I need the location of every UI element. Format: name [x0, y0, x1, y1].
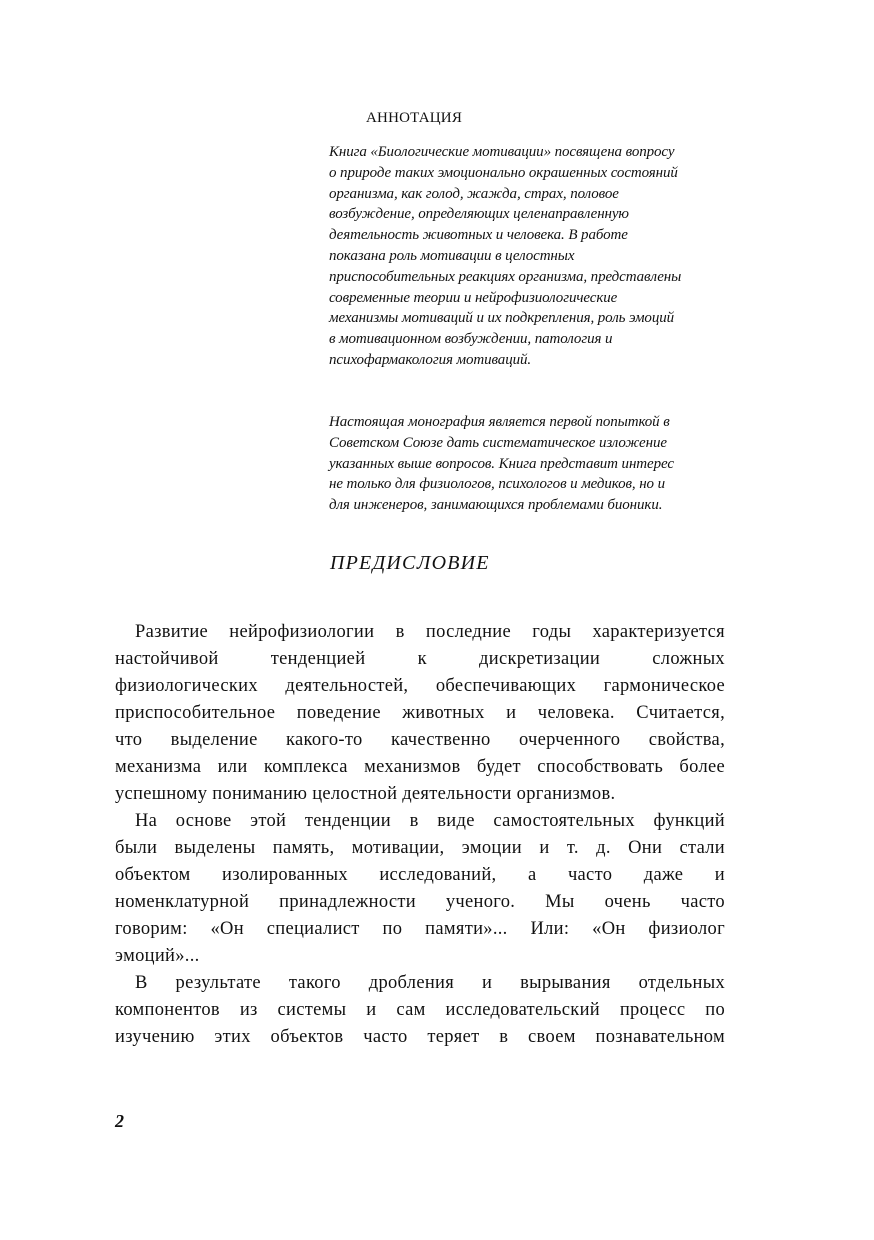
preface-title: ПРЕДИСЛОВИЕ [330, 552, 490, 574]
body-line: На основе этой тенденции в виде самостоятельных функций [135, 811, 725, 831]
annotation-line: указанных выше вопросов. Книга представит интерес [329, 455, 674, 472]
body-line: эмоций»... [115, 946, 200, 966]
body-line: говорим: «Он специалист по памяти»... Или: «Он физиолог [115, 919, 725, 939]
annotation-line: в мотивационном возбуждении, патология и [329, 331, 613, 348]
annotation-line: для инженеров, занимающихся проблемами бионики. [329, 497, 663, 514]
preface-paragraph-3 [115, 970, 725, 1051]
preface-paragraph-1 [115, 619, 725, 808]
body-line: Развитие нейрофизиологии в последние годы характеризуется [135, 622, 725, 642]
body-line: В результате такого дробления и вырывания отдельных [135, 973, 725, 993]
body-line: приспособительное поведение животных и человека. Считается, [115, 703, 725, 723]
annotation-line: показана роль мотивации в целостных [329, 247, 575, 264]
preface-paragraph-2 [115, 808, 725, 970]
annotation-paragraph-2 [329, 412, 731, 516]
body-line: были выделены память, мотивации, эмоции и т. д. Они стали [115, 838, 725, 858]
annotation-line: Советском Союзе дать систематическое изложение [329, 434, 667, 451]
annotation-line: о природе таких эмоционально окрашенных состояний [329, 164, 678, 181]
body-line: что выделение какого-то качественно очерченного свойства, [115, 730, 725, 750]
body-line: изучению этих объектов часто теряет в своем познавательном [115, 1027, 725, 1047]
body-line: успешному пониманию целостной деятельности организмов. [115, 784, 616, 804]
annotation-line: приспособительных реакциях организма, представлены [329, 268, 682, 285]
annotation-line: Настоящая монография является первой попыткой в [329, 414, 670, 430]
annotation-title: АННОТАЦИЯ [366, 110, 463, 126]
body-line: компонентов из системы и сам исследовательский процесс по [115, 1000, 725, 1020]
annotation-line: организма, как голод, жажда, страх, половое [329, 185, 619, 202]
body-line: настойчивой тенденцией к дискретизации сложных [115, 649, 725, 669]
body-line: механизма или комплекса механизмов будет способствовать более [115, 757, 725, 777]
annotation-line: современные теории и нейрофизиологические [329, 289, 618, 306]
page-number: 2 [115, 1111, 124, 1131]
annotation-line: психофармакология мотиваций. [329, 351, 532, 368]
body-line: объектом изолированных исследований, а часто даже и [115, 865, 725, 885]
annotation-line: возбуждение, определяющих целенаправленную [329, 206, 629, 223]
annotation-line: механизмы мотиваций и их подкрепления, роль эмоций [329, 310, 675, 327]
annotation-paragraph-1 [329, 142, 731, 371]
annotation-line: не только для физиологов, психологов и медиков, но и [329, 476, 665, 493]
body-line: номенклатурной принадлежности ученого. Мы очень часто [115, 892, 725, 912]
body-line: физиологических деятельностей, обеспечивающих гармоническое [115, 676, 725, 696]
annotation-line: деятельность животных и человека. В работе [329, 227, 628, 244]
annotation-line: Книга «Биологические мотивации» посвящена вопросу [329, 144, 675, 160]
